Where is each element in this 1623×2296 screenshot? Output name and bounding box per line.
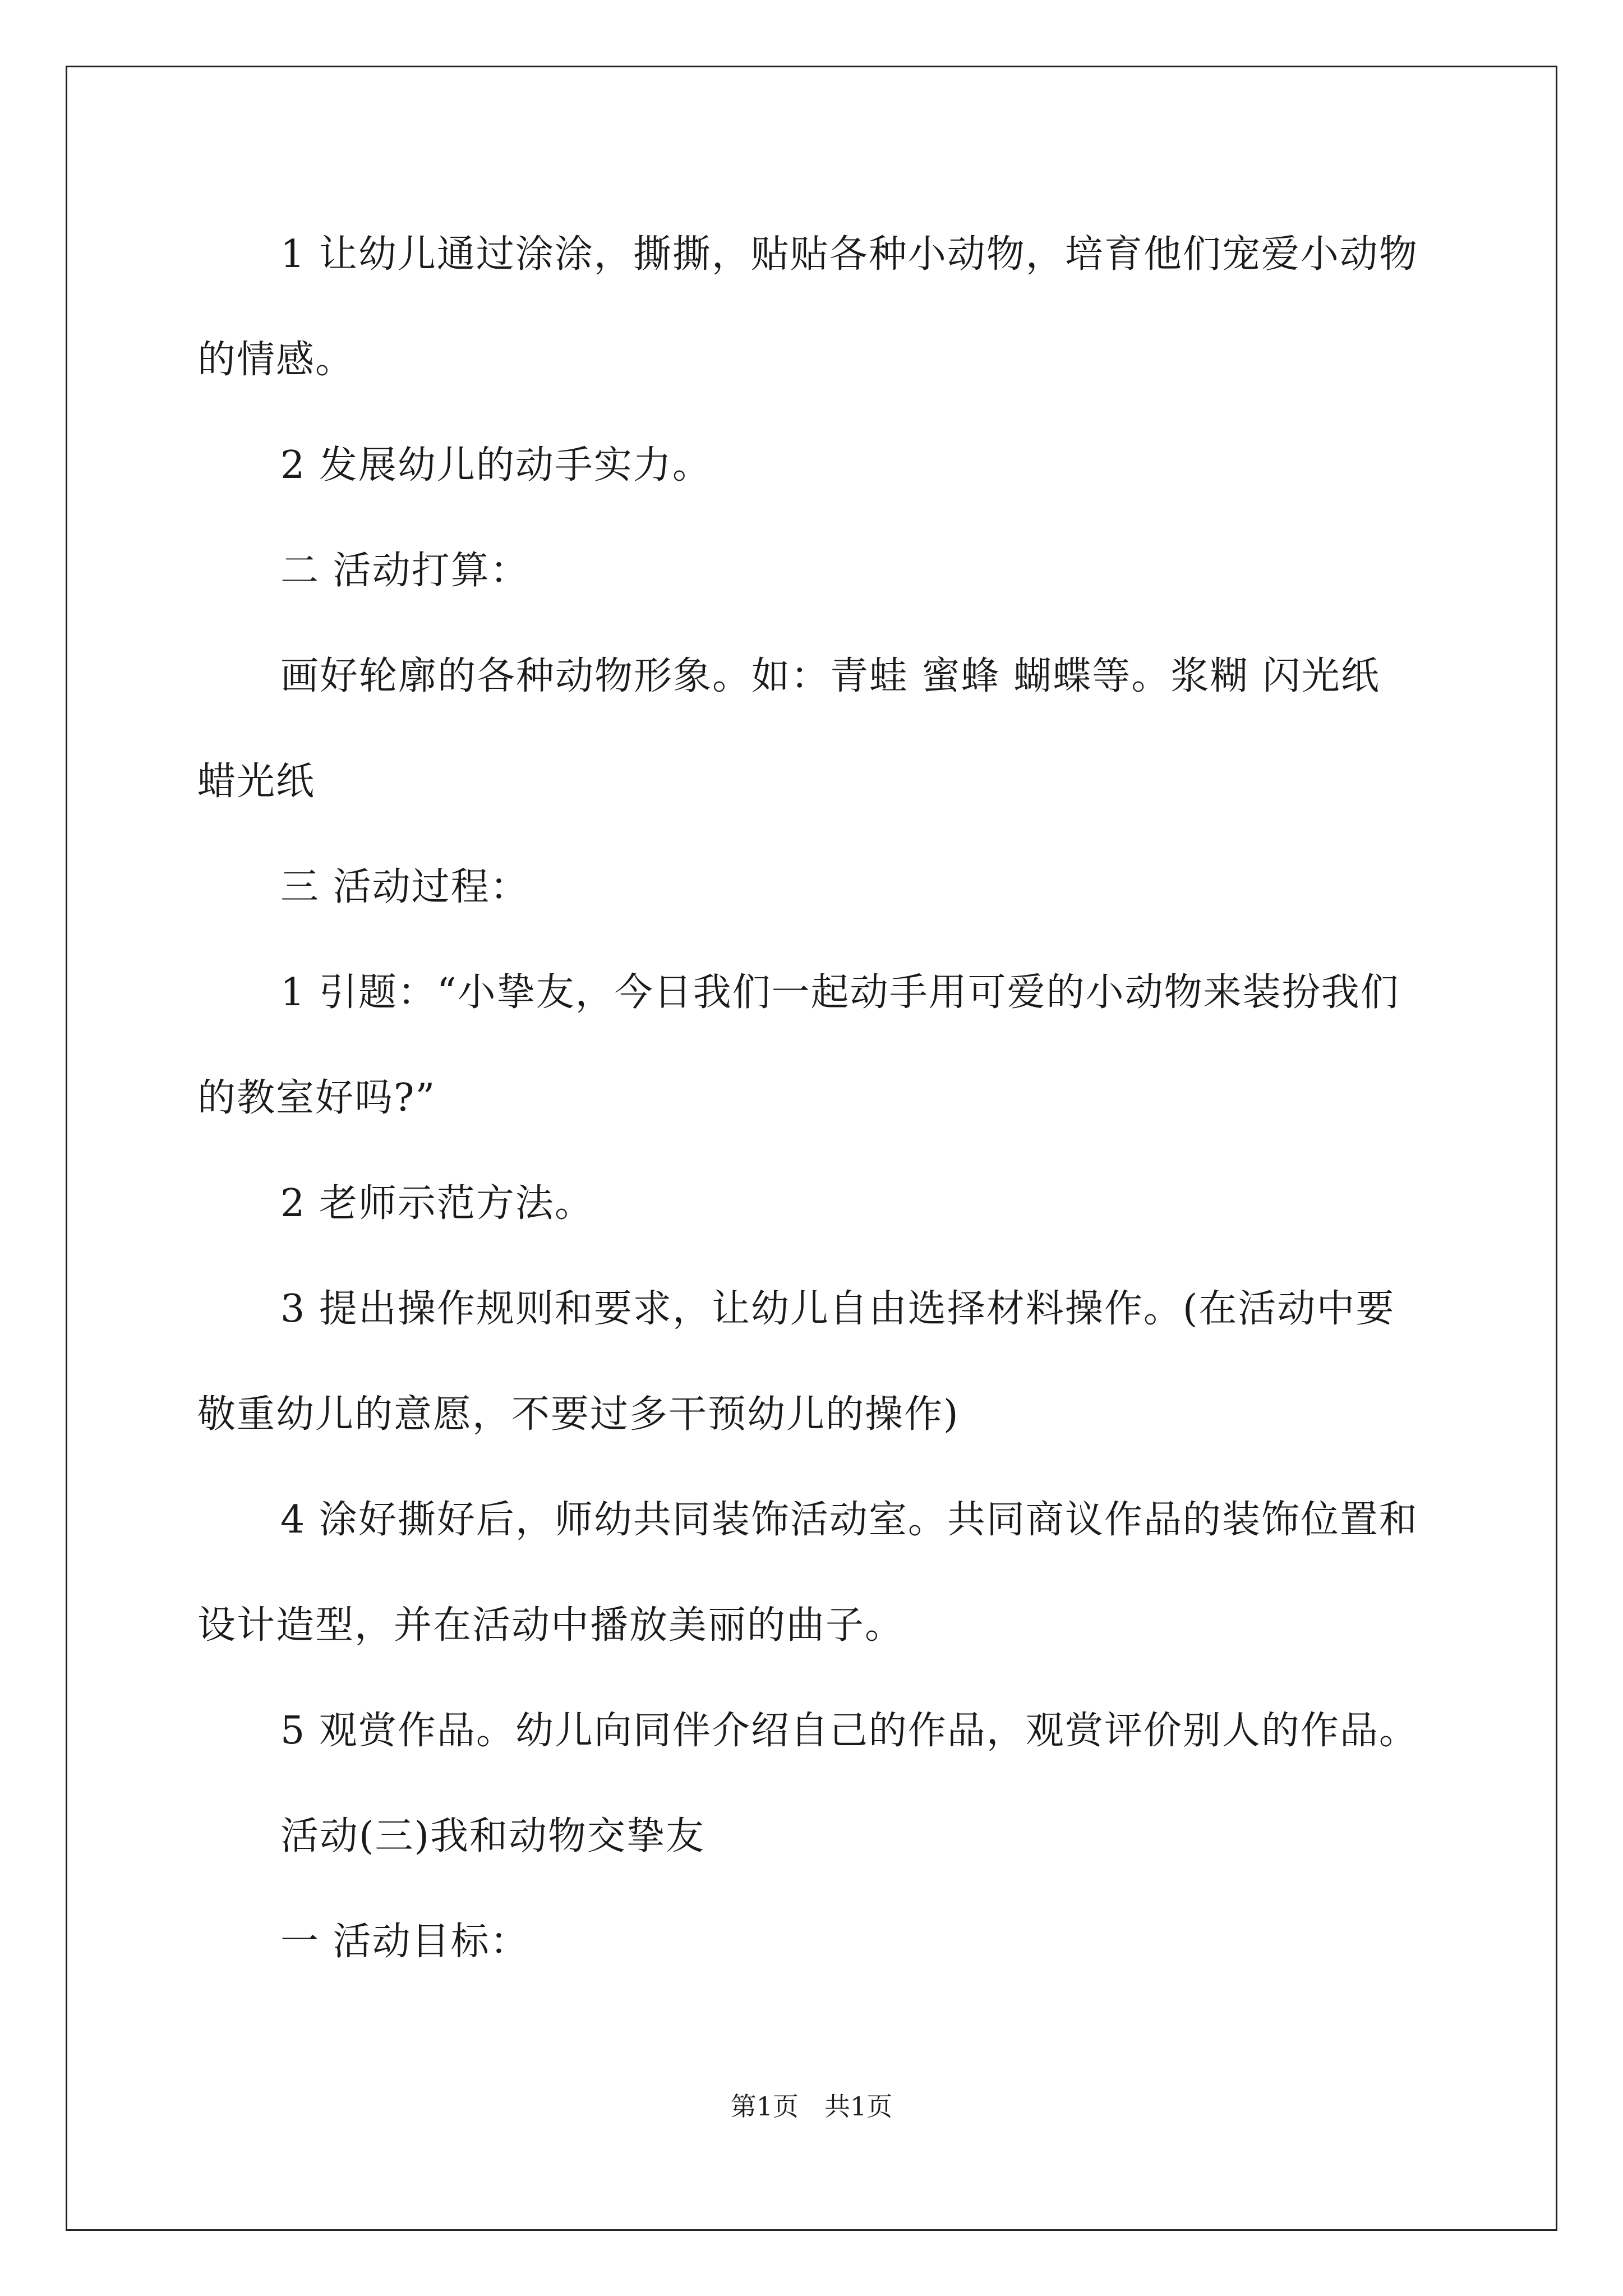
paragraph-step-4: 4 涂好撕好后，师幼共同装饰活动室。共同商议作品的装饰位置和设计造型，并在活动中播放美丽的曲子。 (197, 1498, 1418, 1648)
paragraph-goal-2: 2 发展幼儿的动手实力。 (280, 443, 712, 487)
section-heading-goals: 一 活动目标： (280, 1920, 529, 1964)
paragraph-goal-1: 1 让幼儿通过涂涂，撕撕，贴贴各种小动物，培育他们宠爱小动物的情感。 (197, 232, 1418, 382)
paragraph-step-3: 3 提出操作规则和要求，让幼儿自由选择材料操作。(在活动中要敬重幼儿的意愿，不要过多干预幼儿的操作) (197, 1287, 1395, 1437)
document-body (197, 202, 1426, 1995)
paragraph-step-5: 5 观赏作品。幼儿向同伴介绍自己的作品，观赏评价别人的作品。 (280, 1709, 1418, 1753)
section-heading-preparation: 二 活动打算： (280, 549, 529, 593)
section-heading-process: 三 活动过程： (280, 865, 529, 909)
paragraph-step-2: 2 老师示范方法。 (280, 1181, 594, 1226)
paragraph-step-1: 1 引题：“小挚友，今日我们一起动手用可爱的小动物来装扮我们的教室好吗?” (197, 970, 1400, 1120)
page-number-footer: 第1页 共1页 (730, 2091, 893, 2122)
paragraph-materials: 画好轮廓的各种动物形象。如：青蛙 蜜蜂 蝴蝶等。浆糊 闪光纸 蜡光纸 (197, 654, 1380, 804)
activity-title: 活动(三)我和动物交挚友 (280, 1814, 706, 1858)
